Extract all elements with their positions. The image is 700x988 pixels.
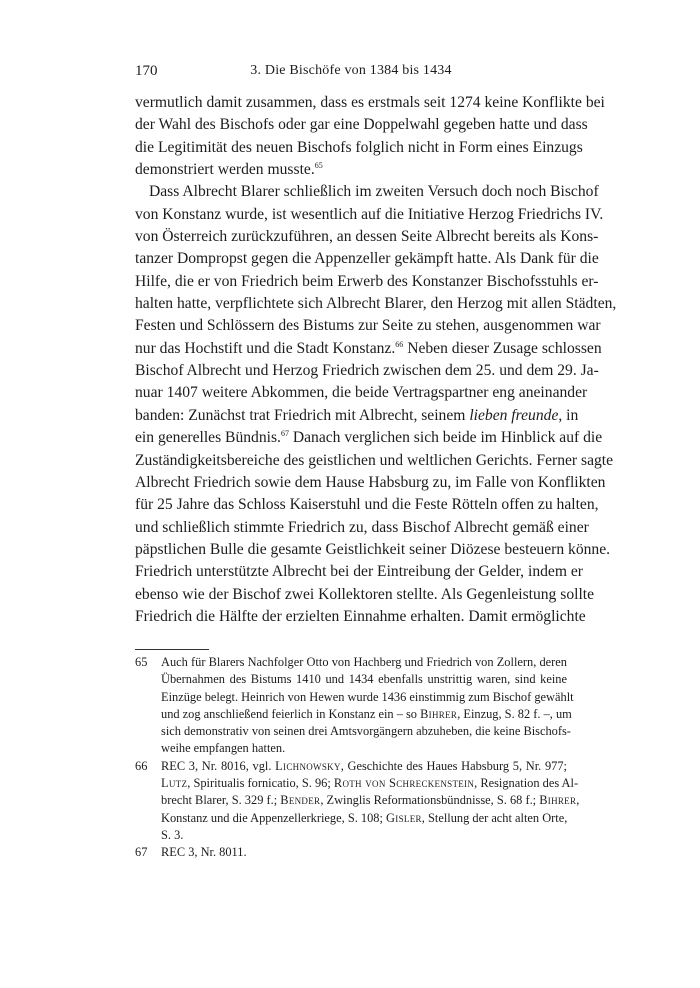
footnote-ref[interactable]: 67 <box>280 429 289 439</box>
text-segment: Hilfe, die er von Friedrich beim Erwerb des Konstanzer Bischofsstuhls er- <box>135 272 599 290</box>
text-line <box>135 315 601 337</box>
footnote-text: Auch für Blarers Nachfolger Otto von Hachberg und Friedrich von Zollern, deren <box>161 655 567 669</box>
footnote-line <box>161 792 580 809</box>
footnote-text: brecht Blarer, S. 329 f.; <box>161 793 281 808</box>
text-segment: Bischof Albrecht und Herzog Friedrich zwischen dem 25. und dem 29. Ja- <box>135 362 599 380</box>
text-line <box>135 248 599 270</box>
text-segment: Friedrich unterstützte Albrecht bei der Eintreibung der Gelder, indem er <box>135 563 583 581</box>
text-segment: Neben dieser Zusage schlossen <box>403 339 602 357</box>
text-segment: die Legitimität des neuen Bischofs folglich nicht in Form eines Einzugs <box>135 138 583 156</box>
footnote-text: weihe empfangen hatten. <box>161 741 286 756</box>
text-segment: für 25 Jahre das Schloss Kaiserstuhl und die Feste Rötteln offen zu halten, <box>135 496 599 514</box>
text-line <box>135 539 611 561</box>
author-name: Bihrer <box>420 706 458 721</box>
footnote-text: Konstanz und die Appenzellerkriege, S. 108; <box>161 810 387 825</box>
footnote-line <box>161 723 571 740</box>
text-line <box>135 159 567 181</box>
author-name: Bender <box>280 793 321 808</box>
text-line <box>135 204 604 226</box>
text-segment: Dass Albrecht Blarer schließlich im zweiten Versuch doch noch Bischof <box>149 183 599 201</box>
text-segment: , in <box>558 406 579 424</box>
text-segment: demonstriert werden musste. <box>135 161 315 179</box>
main-text <box>135 92 617 628</box>
text-segment: ein generelles Bündnis. <box>135 429 281 447</box>
text-segment: Festen und Schlössern des Bistums zur Seite zu stehen, ausgenommen war <box>135 317 601 335</box>
footnote-text: , Zwinglis Reformationsbündnisse, S. 68 f.; <box>320 793 540 808</box>
footnote-text: , Stellung der acht alten Orte, <box>421 810 568 825</box>
footnotes <box>135 654 580 862</box>
author-name: Lichnowsky <box>275 758 341 773</box>
footnote-line <box>161 758 567 775</box>
text-line <box>135 338 602 360</box>
footnote-line <box>161 827 567 844</box>
text-line <box>135 226 599 248</box>
text-line <box>135 92 605 114</box>
footnote-text: , Einzug, S. 82 f. –, um <box>457 706 572 721</box>
text-line <box>135 427 603 449</box>
text-segment: ebenso wie der Bischof zwei Kollektoren stellte. Als Gegenleistung sollte <box>135 585 595 603</box>
author-name: Roth von Schreckenstein <box>333 776 475 791</box>
footnote-line <box>161 706 572 723</box>
text-line <box>135 293 617 315</box>
author-name: Lutz <box>161 776 188 791</box>
text-segment: Zuständigkeitsbereiche des geistlichen und weltlichen Gerichts. Ferner sagte <box>135 451 614 469</box>
footnote-67 <box>135 844 567 861</box>
text-segment: halten hatte, verpflichtete sich Albrecht Blarer, den Herzog mit allen Städten, <box>135 295 617 313</box>
text-segment: vermutlich damit zusammen, dass es erstmals seit 1274 keine Konflikte bei <box>135 94 605 111</box>
footnote-text: S. 3. <box>161 827 184 842</box>
footnote-text: Einzüge belegt. Heinrich von Hewen wurde 1436 einstimmig zum Bischof gewählt <box>161 689 574 704</box>
footnote-number: 65 <box>135 655 148 669</box>
footnote-text: , Resignation des Al- <box>474 776 579 791</box>
running-header <box>135 63 567 83</box>
footnote-number: 67 <box>135 845 148 860</box>
text-line <box>135 360 599 382</box>
author-name: Gisler <box>386 810 422 825</box>
italic-quote: lieben freunde <box>469 406 559 424</box>
page-number: 170 <box>135 63 158 79</box>
footnote-text: , Geschichte des Haues Habsburg 5, Nr. 977; <box>340 758 567 773</box>
text-line <box>135 181 599 203</box>
text-line <box>135 405 579 427</box>
text-line <box>135 606 586 628</box>
footnote-line <box>161 775 579 792</box>
footnote-text: und zog anschließend feierlich in Konstanz ein – so <box>161 706 421 721</box>
text-line <box>135 114 588 136</box>
footnote-line <box>161 810 567 827</box>
text-line <box>135 584 595 606</box>
footnote-line <box>161 740 567 757</box>
text-segment: banden: Zunächst trat Friedrich mit Albrecht, seinem <box>135 406 470 424</box>
text-segment: päpstlichen Bulle die gesamte Geistlichkeit seiner Diözese besteuern könne. <box>135 540 611 558</box>
footnote-text: REC 3, Nr. 8011. <box>161 845 247 860</box>
text-segment: nur das Hochstift und die Stadt Konstanz. <box>135 339 396 357</box>
footnote-ref[interactable]: 66 <box>395 339 404 349</box>
footnote-line <box>161 689 574 706</box>
text-line <box>135 517 589 539</box>
text-segment: tanzer Dompropst gegen die Appenzeller gekämpft hatte. Als Dank für die <box>135 250 599 268</box>
footnote-text: REC 3, Nr. 8016, vgl. <box>161 758 276 773</box>
text-segment: nuar 1407 weitere Abkommen, die beide Vertragspartner eng aneinander <box>135 384 588 402</box>
footnote-text: , Spiritualis fornicatio, S. 96; <box>187 776 334 791</box>
footnote-rule <box>135 649 209 650</box>
footnote-text: , <box>576 793 580 808</box>
text-segment: Albrecht Friedrich sowie dem Hause Habsburg zu, im Falle von Konflikten <box>135 473 606 491</box>
footnote-number: 66 <box>135 758 148 773</box>
text-line <box>135 472 606 494</box>
running-title: 3. Die Bischöfe von 1384 bis 1434 <box>250 63 452 78</box>
text-line <box>135 561 583 583</box>
text-segment: der Wahl des Bischofs oder gar eine Doppelwahl gegeben hatte und dass <box>135 116 588 134</box>
footnote-line <box>161 844 567 861</box>
text-segment: von Österreich zurückzuführen, an dessen Seite Albrecht bereits als Kons- <box>135 228 599 246</box>
footnote-text: Übernahmen des Bistums 1410 und 1434 ebenfalls unstrittig waren, sind keine <box>161 672 567 687</box>
footnote-65 <box>135 654 574 758</box>
text-line <box>135 137 583 159</box>
text-segment: Danach verglichen sich beide im Hinblick auf die <box>288 429 603 447</box>
text-line <box>135 494 599 516</box>
footnote-line <box>161 671 567 688</box>
text-line <box>135 450 614 472</box>
text-line <box>135 382 588 404</box>
footnote-66 <box>135 758 580 844</box>
text-segment: von Konstanz wurde, ist wesentlich auf die Initiative Herzog Friedrichs IV. <box>135 205 604 223</box>
text-line <box>135 271 599 293</box>
footnote-text: sich demonstrativ von seinen drei Amtsvorgängern abzuheben, die keine Bischofs- <box>161 724 571 739</box>
footnote-line <box>161 654 567 671</box>
footnote-ref[interactable]: 65 <box>314 161 323 171</box>
text-segment: und schließlich stimmte Friedrich zu, dass Bischof Albrecht gemäß einer <box>135 518 589 536</box>
text-segment: Friedrich die Hälfte der erzielten Einnahme erhalten. Damit ermöglichte <box>135 607 586 625</box>
author-name: Bihrer <box>539 793 577 808</box>
